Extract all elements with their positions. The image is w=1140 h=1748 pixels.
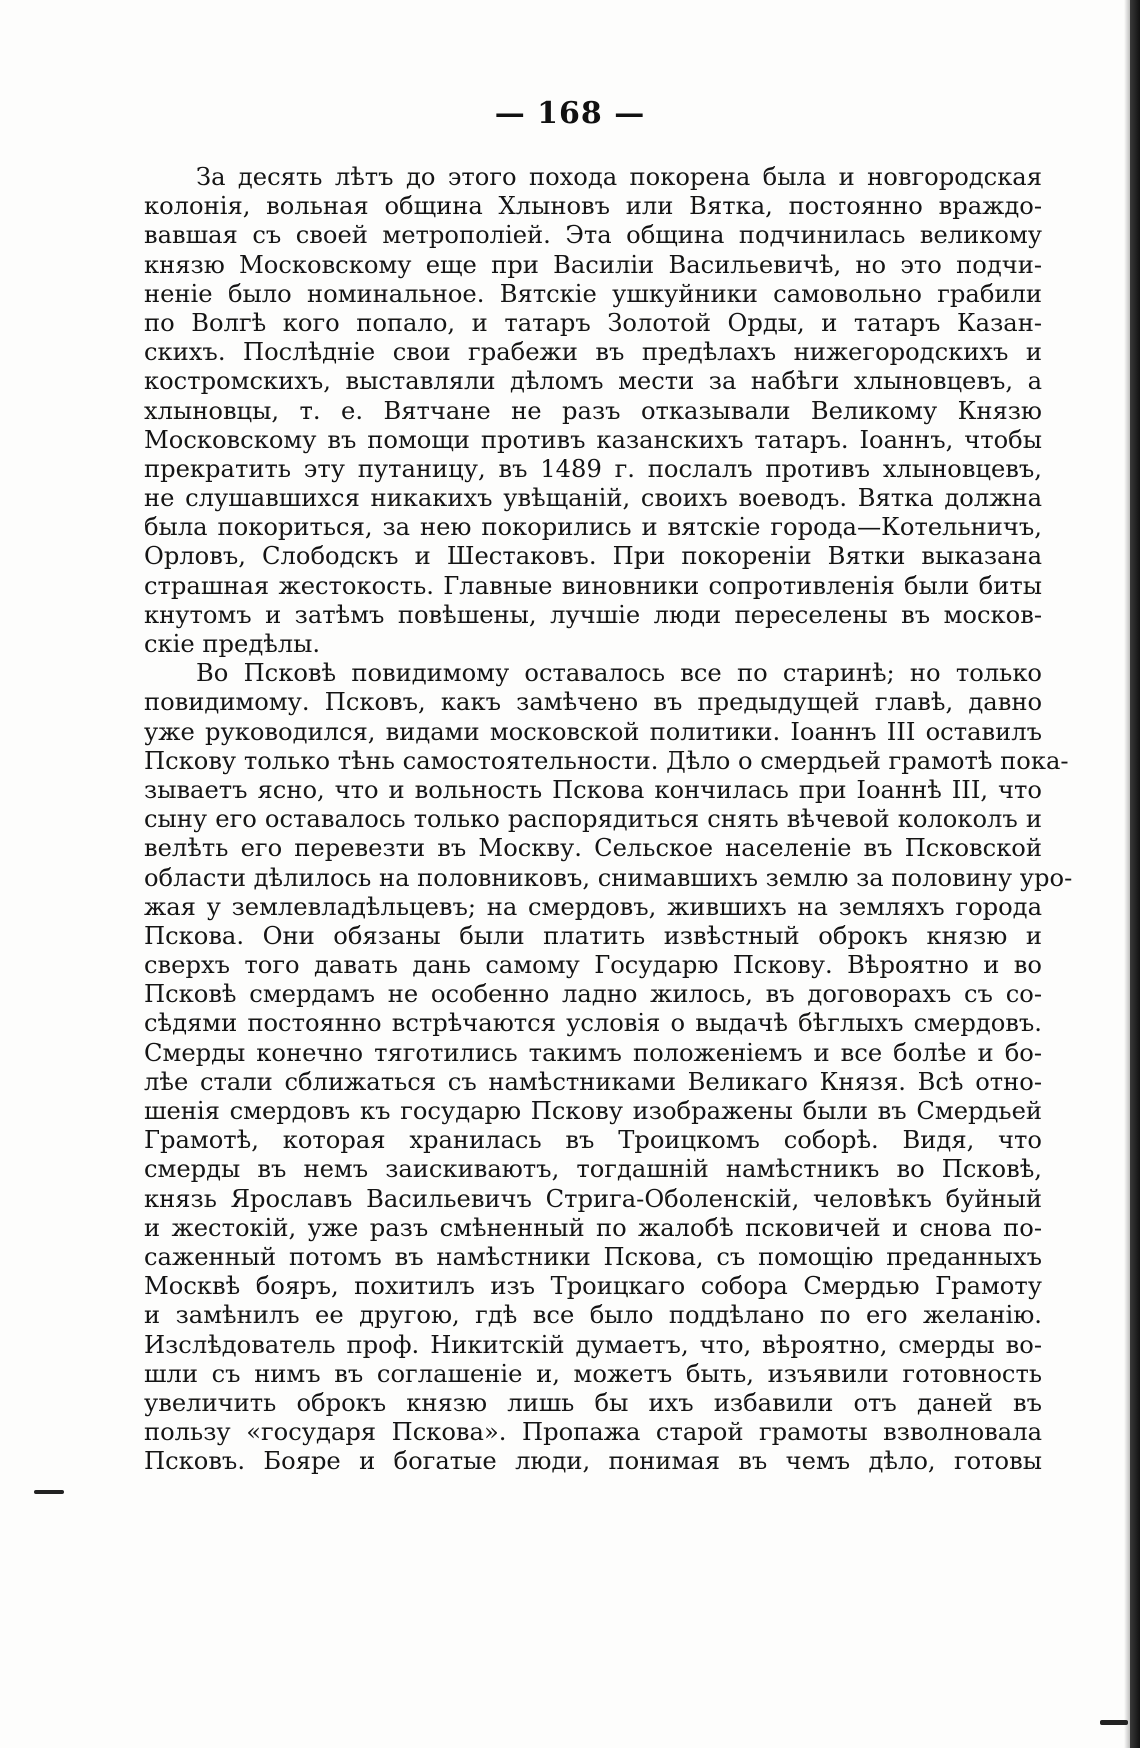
text-line: костромскихъ, выставляли дѣломъ мести за набѣги хлыновцевъ, а [144, 367, 1042, 396]
book-spine-edge [1130, 0, 1140, 1748]
text-line: неніе было номинальное. Вятскіе ушкуйники самовольно грабили [144, 279, 1042, 308]
text-line: шли съ нимъ въ соглашеніе и, можетъ быть, изъявили готовность [144, 1359, 1042, 1388]
page-text [144, 163, 1073, 1476]
text-line: Псковъ. Бояре и богатые люди, понимая въ чемъ дѣло, готовы [144, 1447, 1042, 1476]
text-line: сверхъ того давать дань самому Государю Пскову. Вѣроятно и во [144, 951, 1042, 980]
text-line: скіе предѣлы. [144, 630, 321, 658]
text-line: зываетъ ясно, что и вольность Пскова кончилась при Іоаннѣ III, что [144, 775, 1042, 804]
text-line: Орловъ, Слободскъ и Шестаковъ. При покореніи Вятки выказана [144, 542, 1042, 571]
text-line: не слушавшихся никакихъ увѣщаній, своихъ воеводъ. Вятка должна [144, 484, 1042, 513]
page-number: — 168 — [494, 96, 646, 131]
paragraph-1 [144, 163, 1042, 659]
text-line: и замѣнилъ ее другою, гдѣ все было поддѣлано по его желанію. [144, 1301, 1042, 1330]
text-line: сыну его оставалось только распорядиться снять вѣчевой колоколъ и [144, 805, 1042, 834]
text-line: колонія, вольная община Хлыновъ или Вятка, постоянно враждо- [144, 192, 1042, 221]
text-line: скихъ. Послѣдніе свои грабежи въ предѣлахъ нижегородскихъ и [144, 338, 1042, 367]
paragraph-2 [144, 659, 1073, 1476]
text-line: Смерды конечно тяготились такимъ положеніемъ и все болѣе и бо- [144, 1038, 1042, 1067]
text-line: была покориться, за нею покорились и вятскіе города—Котельничъ, [144, 513, 1042, 542]
text-line: страшная жестокость. Главные виновники сопротивленія были биты [144, 571, 1042, 600]
text-line: по Волгѣ кого попало, и татаръ Золотой Орды, и татаръ Казан- [144, 308, 1042, 337]
text-line: пользу «государя Пскова». Пропажа старой грамоты взволновала [144, 1418, 1042, 1447]
text-line: князь Ярославъ Васильевичъ Стрига-Оболенскій, человѣкъ буйный [144, 1184, 1042, 1213]
text-line: прекратить эту путаницу, въ 1489 г. послалъ противъ хлыновцевъ, [144, 454, 1042, 483]
text-line: Московскому въ помощи противъ казанскихъ татаръ. Іоаннъ, чтобы [144, 425, 1042, 454]
text-line: уже руководился, видами московской политики. Іоаннъ III оставилъ [144, 717, 1042, 746]
text-line: Грамотѣ, которая хранилась въ Троицкомъ соборѣ. Видя, что [144, 1126, 1042, 1155]
text-line: Псковѣ смердамъ не особенно ладно жилось, въ договорахъ съ со- [144, 980, 1042, 1009]
ink-smudge [34, 1490, 64, 1494]
text-line: кнутомъ и затѣмъ повѣшены, лучшіе люди переселены въ москов- [144, 600, 1042, 629]
text-line: жая у землевладѣльцевъ; на смердовъ, жившихъ на земляхъ города [144, 892, 1042, 921]
text-line: Москвѣ бояръ, похитилъ изъ Троицкаго собора Смердью Грамоту [144, 1272, 1042, 1301]
text-line: Во Псковѣ повидимому оставалось все по старинѣ; но только [196, 659, 1042, 688]
text-line: сѣдями постоянно встрѣчаются условія о выдачѣ бѣглыхъ смердовъ. [144, 1009, 1042, 1038]
text-line: Пскову только тѣнь самостоятельности. Дѣло о смердьей грамотѣ пока- [144, 746, 1069, 775]
text-line: князю Московскому еще при Василіи Васильевичѣ, но это подчи- [144, 250, 1042, 279]
text-line: вавшая съ своей метрополіей. Эта община подчинилась великому [144, 221, 1042, 250]
text-line: Изслѣдователь проф. Никитскій думаетъ, что, вѣроятно, смерды во- [144, 1330, 1042, 1359]
text-line: лѣе стали сближаться съ намѣстниками Великаго Князя. Всѣ отно- [144, 1067, 1042, 1096]
text-line: увеличить оброкъ князю лишь бы ихъ избавили отъ даней въ [144, 1388, 1042, 1417]
text-line: хлыновцы, т. е. Вятчане не разъ отказывали Великому Князю [144, 396, 1042, 425]
text-line: повидимому. Псковъ, какъ замѣчено въ предыдущей главѣ, давно [144, 688, 1042, 717]
text-line: области дѣлилось на половниковъ, снимавшихъ землю за половину уро- [144, 863, 1073, 892]
text-line: велѣть его перевезти въ Москву. Сельское населеніе въ Псковской [144, 834, 1042, 863]
text-line: Пскова. Они обязаны были платить извѣстный оброкъ князю и [144, 921, 1042, 950]
text-line: смерды въ немъ заискиваютъ, тогдашній намѣстникъ во Псковѣ, [144, 1155, 1042, 1184]
ink-smudge [1100, 1720, 1128, 1725]
text-line: и жестокій, уже разъ смѣненный по жалобѣ псковичей и снова по- [144, 1213, 1042, 1242]
text-line: саженный потомъ въ намѣстники Пскова, съ помощію преданныхъ [144, 1242, 1042, 1271]
text-line: За десять лѣтъ до этого похода покорена была и новгородская [196, 163, 1042, 191]
text-line: шенія смердовъ къ государю Пскову изображены были въ Смердьей [144, 1097, 1042, 1125]
